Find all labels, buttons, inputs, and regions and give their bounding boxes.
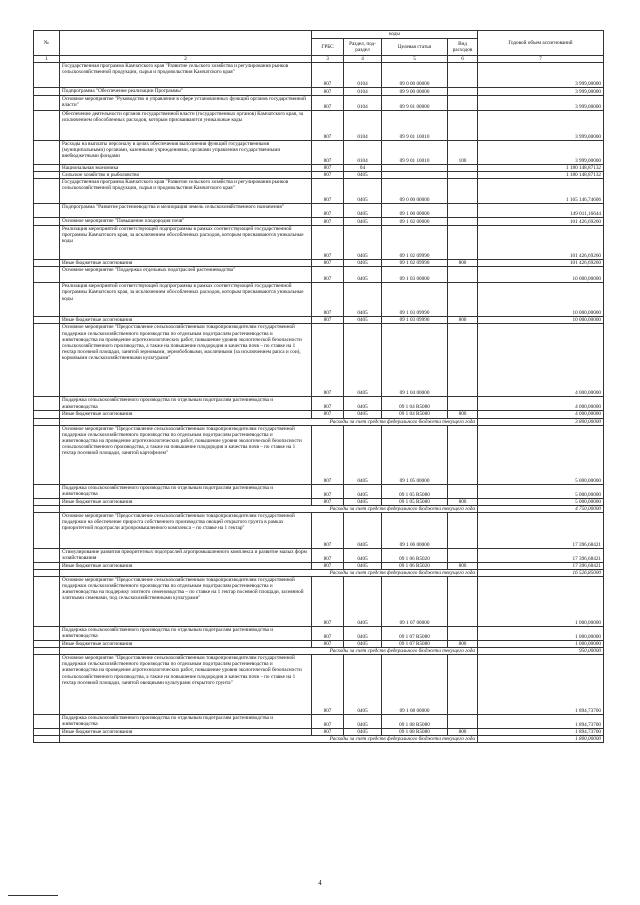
table-row	[34, 569, 604, 576]
row-sum-cell: 5 000,00000	[478, 498, 604, 505]
row-vr-cell	[448, 715, 478, 729]
row-name-cell: Расходы за счет средств федерального бюджета текущего года	[60, 569, 478, 576]
row-name-cell: Иные бюджетные ассигнования	[60, 641, 312, 648]
row-name-cell: Поддержка сельскохозяйственного производства по отдельным подотраслям растениеводства и животноводства	[60, 715, 312, 729]
row-razdel-cell: 0405	[344, 715, 382, 729]
row-csr-cell: 09 1 08 R5080	[382, 729, 448, 736]
row-name-cell: Подпрограмма "Развитие растениеводства и мелиорация земель сельскохозяйственного назначения"	[60, 204, 312, 218]
row-num-cell	[34, 562, 60, 569]
row-num-cell	[34, 418, 60, 425]
row-name-cell: Поддержка сельскохозяйственного производства по отдельным подотраслям растениеводства и животноводства	[60, 397, 312, 411]
table-row	[34, 96, 604, 111]
table-row	[34, 498, 604, 505]
row-vr-cell	[448, 577, 478, 627]
row-grbs-cell: 807	[312, 179, 344, 204]
row-vr-cell	[448, 655, 478, 715]
row-vr-cell: 800	[448, 498, 478, 505]
row-name-cell: Основное мероприятие "Предоставление сельскохозяйственным товаропроизводителям государственной поддержки сельскохозяйственного производства по отдельным подотраслям растениеводства и животноводства на проведение агротехнологических работ, повышение уровня экологической безопасности сельскохозяйственного производства, а также на повышение плодородия и качества почв – по ставке на 1 гектар посевной площади, занятой картофелем"	[60, 425, 312, 484]
row-razdel-cell: 0405	[344, 655, 382, 715]
row-csr-cell: 09 1 04 R5080	[382, 397, 448, 411]
table-row	[34, 484, 604, 498]
row-razdel-cell: 0104	[344, 88, 382, 96]
row-name-cell: Поддержка сельскохозяйственного производства по отдельным подотраслям растениеводства и животноводства	[60, 627, 312, 641]
row-grbs-cell: 807	[312, 655, 344, 715]
row-num-cell	[34, 226, 60, 260]
row-num-cell	[34, 179, 60, 204]
row-num-cell	[34, 505, 60, 512]
row-num-cell	[34, 512, 60, 548]
row-num-cell	[34, 111, 60, 141]
row-sum-cell: 3 999,00000	[478, 63, 604, 88]
row-num-cell	[34, 260, 60, 267]
row-name-cell: Иные бюджетные ассигнования	[60, 260, 312, 267]
header-codes: коды	[312, 31, 478, 39]
row-name-cell: Реализация мероприятий соответствующей подпрограммы в рамках соответствующей государственной программы Камчатского края, за исключением обособленных расходов, которым присваиваются уникальные коды	[60, 283, 312, 317]
row-grbs-cell: 807	[312, 317, 344, 324]
header-razdel: Раздел, под-раздел	[344, 39, 382, 56]
row-name-cell: Расходы на выплаты персоналу в целях обеспечения выполнения функций государственными (муниципальными) органами, казенными учреждениями, органами управления государственными внебюджетными фондами	[60, 141, 312, 165]
row-csr-cell: 09 1 02 09990	[382, 260, 448, 267]
row-vr-cell	[448, 226, 478, 260]
row-name-cell: Основное мероприятие "Предоставление сельскохозяйственным товаропроизводителям государственной поддержки сельскохозяйственного производства по отдельным подотраслям растениеводства и животноводства на проведение агротехнологических работ, повышение уровня экологической безопасности сельскохозяйственного производства, а также на повышение плодородия и качества почв – по ставке на 1 гектар посевной площади, занятой овощными культурами открытого грунта"	[60, 655, 312, 715]
row-vr-cell: 800	[448, 260, 478, 267]
row-vr-cell	[448, 548, 478, 562]
row-razdel-cell: 0104	[344, 111, 382, 141]
table-row	[34, 729, 604, 736]
row-csr-cell: 09 1 07 00000	[382, 577, 448, 627]
row-vr-cell	[448, 397, 478, 411]
row-vr-cell	[448, 512, 478, 548]
row-num-cell	[34, 96, 60, 111]
row-csr-cell: 09 1 02 00000	[382, 218, 448, 226]
row-name-cell: Расходы за счет средств федерального бюджета текущего года	[60, 505, 478, 512]
row-vr-cell: 800	[448, 641, 478, 648]
header-sum: Годовой объем ассигнований	[478, 31, 604, 56]
row-csr-cell: 09 1 05 00000	[382, 425, 448, 484]
row-csr-cell: 09 1 05 R5080	[382, 498, 448, 505]
table-row	[34, 111, 604, 141]
row-grbs-cell: 807	[312, 512, 344, 548]
row-vr-cell: 800	[448, 411, 478, 418]
page-number: 4	[318, 879, 322, 887]
table-row	[34, 562, 604, 569]
colnum-4: 4	[344, 56, 382, 63]
row-sum-cell: 101 426,69260	[478, 226, 604, 260]
budget-table-body	[34, 63, 604, 743]
row-sum-cell: 4 000,00000	[478, 324, 604, 397]
table-row	[34, 226, 604, 260]
row-vr-cell	[448, 172, 478, 179]
row-num-cell	[34, 317, 60, 324]
table-row	[34, 204, 604, 218]
row-razdel-cell: 0405	[344, 260, 382, 267]
row-csr-cell	[382, 172, 448, 179]
row-sum-cell: 3 999,00000	[478, 111, 604, 141]
row-sum-cell: 149 011,16644	[478, 204, 604, 218]
row-grbs-cell: 807	[312, 548, 344, 562]
row-vr-cell	[448, 88, 478, 96]
row-name-cell: Сельское хозяйство и рыболовство	[60, 172, 312, 179]
row-csr-cell: 09 0 00 00000	[382, 179, 448, 204]
table-row	[34, 418, 604, 425]
row-razdel-cell: 0405	[344, 562, 382, 569]
row-razdel-cell: 0405	[344, 172, 382, 179]
row-razdel-cell: 04	[344, 165, 382, 172]
row-name-cell: Реализация мероприятий соответствующей подпрограммы в рамках соответствующей государственной программы Камчатского края, за исключением обособленных расходов, которым присваиваются уникальные коды	[60, 226, 312, 260]
colnum-3: 3	[312, 56, 344, 63]
table-row	[34, 141, 604, 165]
row-razdel-cell: 0405	[344, 411, 382, 418]
row-razdel-cell: 0405	[344, 324, 382, 397]
row-grbs-cell: 807	[312, 283, 344, 317]
row-grbs-cell: 807	[312, 324, 344, 397]
row-sum-cell: 950,00000	[478, 648, 604, 655]
row-razdel-cell: 0405	[344, 548, 382, 562]
row-grbs-cell: 807	[312, 641, 344, 648]
row-sum-cell: 101 426,69260	[478, 218, 604, 226]
row-csr-cell: 09 9 01 00000	[382, 96, 448, 111]
row-csr-cell: 09 0 00 00000	[382, 63, 448, 88]
row-name-cell: Государственная программа Камчатского края "Развитие сельского хозяйства и регулирования рынков сельскохозяйственной продукции, сырья и продовольствия Камчатского края"	[60, 179, 312, 204]
row-grbs-cell: 807	[312, 111, 344, 141]
row-grbs-cell: 807	[312, 96, 344, 111]
row-sum-cell: 16 526,85000	[478, 569, 604, 576]
row-grbs-cell: 807	[312, 204, 344, 218]
header-vr: Вид расходов	[448, 39, 478, 56]
row-num-cell	[34, 577, 60, 627]
row-vr-cell	[448, 111, 478, 141]
table-row	[34, 577, 604, 627]
row-num-cell	[34, 267, 60, 283]
budget-table-page	[33, 30, 603, 743]
row-name-cell: Стимулирование развития приоритетных подотраслей агропромышленного комплекса и развитие малых форм хозяйствования	[60, 548, 312, 562]
row-razdel-cell: 0405	[344, 218, 382, 226]
row-num-cell	[34, 641, 60, 648]
row-num-cell	[34, 484, 60, 498]
row-grbs-cell: 807	[312, 627, 344, 641]
row-num-cell	[34, 498, 60, 505]
row-num-cell	[34, 425, 60, 484]
row-vr-cell	[448, 267, 478, 283]
row-vr-cell	[448, 63, 478, 88]
footer-rule	[8, 895, 58, 896]
row-num-cell	[34, 548, 60, 562]
row-num-cell	[34, 63, 60, 88]
row-grbs-cell: 807	[312, 260, 344, 267]
row-grbs-cell: 807	[312, 226, 344, 260]
row-razdel-cell: 0405	[344, 641, 382, 648]
colnum-5: 5	[382, 56, 448, 63]
row-sum-cell: 17 396,68421	[478, 548, 604, 562]
row-grbs-cell: 807	[312, 562, 344, 569]
row-num-cell	[34, 218, 60, 226]
table-row	[34, 165, 604, 172]
row-csr-cell: 09 1 03 09990	[382, 317, 448, 324]
row-csr-cell: 09 1 04 R5080	[382, 411, 448, 418]
row-name-cell: Расходы за счет средств федерального бюджета текущего года	[60, 736, 478, 743]
table-row	[34, 715, 604, 729]
row-num-cell	[34, 736, 60, 743]
row-vr-cell: 800	[448, 317, 478, 324]
row-num-cell	[34, 204, 60, 218]
row-razdel-cell: 0405	[344, 512, 382, 548]
row-csr-cell: 09 1 03 00000	[382, 267, 448, 283]
row-csr-cell: 09 1 02 09990	[382, 226, 448, 260]
row-num-cell	[34, 627, 60, 641]
row-vr-cell	[448, 627, 478, 641]
row-sum-cell: 1 000,00000	[478, 641, 604, 648]
row-vr-cell	[448, 165, 478, 172]
row-name-cell: Государственная программа Камчатского края "Развитие сельского хозяйства и регулирования рынков сельскохозяйственной продукции, сырья и продовольствия Камчатского края"	[60, 63, 312, 88]
colnum-1: 1	[34, 56, 60, 63]
row-grbs-cell: 807	[312, 498, 344, 505]
row-num-cell	[34, 411, 60, 418]
row-csr-cell	[382, 165, 448, 172]
row-sum-cell: 5 000,00000	[478, 484, 604, 498]
row-name-cell: Основное мероприятие "Предоставление сельскохозяйственным товаропроизводителям государственной поддержки сельскохозяйственного производства по отдельным подотраслям растениеводства и животноводства на поддержку элитного семеноводства – по ставке на 1 гектар посевной площади, засеянной элитными семенами, под сельскохозяйственными культурами"	[60, 577, 312, 627]
row-grbs-cell: 807	[312, 218, 344, 226]
row-csr-cell: 09 1 04 00000	[382, 324, 448, 397]
table-row	[34, 397, 604, 411]
row-grbs-cell: 807	[312, 267, 344, 283]
row-grbs-cell: 807	[312, 729, 344, 736]
row-grbs-cell: 807	[312, 165, 344, 172]
row-grbs-cell: 807	[312, 88, 344, 96]
row-vr-cell	[448, 324, 478, 397]
row-num-cell	[34, 172, 60, 179]
row-num-cell	[34, 569, 60, 576]
row-name-cell: Иные бюджетные ассигнования	[60, 498, 312, 505]
row-sum-cell: 1 894,73700	[478, 715, 604, 729]
row-razdel-cell: 0405	[344, 267, 382, 283]
row-csr-cell: 09 9 00 00000	[382, 88, 448, 96]
table-row	[34, 425, 604, 484]
row-sum-cell: 1 894,73700	[478, 655, 604, 715]
table-row	[34, 512, 604, 548]
row-name-cell: Расходы за счет средств федерального бюджета текущего года	[60, 418, 478, 425]
row-razdel-cell: 0405	[344, 577, 382, 627]
row-csr-cell: 09 1 07 R5080	[382, 627, 448, 641]
row-num-cell	[34, 141, 60, 165]
row-grbs-cell: 807	[312, 172, 344, 179]
row-num-cell	[34, 88, 60, 96]
table-row	[34, 548, 604, 562]
row-grbs-cell: 807	[312, 715, 344, 729]
row-sum-cell: 4 750,00000	[478, 505, 604, 512]
row-razdel-cell: 0405	[344, 283, 382, 317]
row-vr-cell	[448, 96, 478, 111]
row-sum-cell: 101 426,69260	[478, 260, 604, 267]
row-sum-cell: 1 894,73700	[478, 729, 604, 736]
row-csr-cell: 09 1 00 00000	[382, 204, 448, 218]
row-vr-cell	[448, 425, 478, 484]
table-row	[34, 505, 604, 512]
table-row	[34, 641, 604, 648]
row-sum-cell: 4 000,00000	[478, 397, 604, 411]
colnum-2: 2	[60, 56, 312, 63]
row-razdel-cell: 0405	[344, 425, 382, 484]
row-name-cell: Иные бюджетные ассигнования	[60, 317, 312, 324]
row-sum-cell: 5 000,00000	[478, 425, 604, 484]
table-row	[34, 411, 604, 418]
row-csr-cell: 09 1 07 R5080	[382, 641, 448, 648]
row-name-cell: Основное мероприятие "Предоставление сельскохозяйственным товаропроизводителям государственной поддержки сельскохозяйственного производства по отдельным подотраслям растениеводства и животноводства на проведение агротехнологических работ, повышение уровня экологической безопасности сельскохозяйственного производства, а также на повышение плодородия и качества почв – по ставке на 1 гектар посевной площади, занятой зерновыми, зернобобовыми, масличными (за исключением рапса и сои), кормовыми сельскохозяйственными культурами"	[60, 324, 312, 397]
table-row	[34, 627, 604, 641]
header-num: №	[34, 31, 60, 56]
row-sum-cell: 1 800,00000	[478, 736, 604, 743]
table-row	[34, 260, 604, 267]
budget-table	[33, 30, 604, 743]
row-num-cell	[34, 165, 60, 172]
row-num-cell	[34, 715, 60, 729]
row-sum-cell: 17 396,68421	[478, 562, 604, 569]
table-row	[34, 218, 604, 226]
table-row	[34, 283, 604, 317]
row-csr-cell: 09 1 08 R5080	[382, 715, 448, 729]
row-sum-cell: 3 999,00000	[478, 88, 604, 96]
row-num-cell	[34, 324, 60, 397]
row-name-cell: Иные бюджетные ассигнования	[60, 729, 312, 736]
row-csr-cell: 09 1 05 R5080	[382, 484, 448, 498]
row-num-cell	[34, 648, 60, 655]
table-row	[34, 655, 604, 715]
row-num-cell	[34, 397, 60, 411]
row-sum-cell: 1 180 148,87132	[478, 165, 604, 172]
row-grbs-cell: 807	[312, 141, 344, 165]
row-grbs-cell: 807	[312, 63, 344, 88]
row-razdel-cell: 0405	[344, 729, 382, 736]
row-vr-cell: 800	[448, 729, 478, 736]
row-name-cell: Обеспечение деятельности органов государственной власти (государственных органов) Камчатского края, за исключением обособленных расходов, которым присваиваются уникальные коды	[60, 111, 312, 141]
row-grbs-cell: 807	[312, 411, 344, 418]
row-razdel-cell: 0405	[344, 204, 382, 218]
table-row	[34, 267, 604, 283]
table-row	[34, 172, 604, 179]
row-vr-cell	[448, 179, 478, 204]
table-row	[34, 736, 604, 743]
row-razdel-cell: 0405	[344, 397, 382, 411]
row-razdel-cell: 0405	[344, 317, 382, 324]
row-sum-cell: 1 000,00000	[478, 627, 604, 641]
row-sum-cell: 3 999,00000	[478, 141, 604, 165]
table-row	[34, 88, 604, 96]
row-razdel-cell: 0405	[344, 627, 382, 641]
row-csr-cell: 09 1 06 R5020	[382, 562, 448, 569]
row-vr-cell: 100	[448, 141, 478, 165]
row-name-cell: Национальная экономика	[60, 165, 312, 172]
row-csr-cell: 09 1 06 R5020	[382, 548, 448, 562]
table-row	[34, 317, 604, 324]
row-grbs-cell: 807	[312, 425, 344, 484]
row-vr-cell: 800	[448, 562, 478, 569]
header-name	[60, 31, 312, 56]
row-razdel-cell: 0405	[344, 179, 382, 204]
table-row	[34, 648, 604, 655]
row-name-cell: Основное мероприятие "Предоставление сельскохозяйственным товаропроизводителям государственной поддержки на обеспечение прироста собственного производства овощей открытого грунта в рамках приоритетной подотрасли агропромышленного комплекса – по ставке на 1 гектар"	[60, 512, 312, 548]
row-razdel-cell: 0104	[344, 141, 382, 165]
row-sum-cell: 3 999,00000	[478, 96, 604, 111]
row-name-cell: Поддержка сельскохозяйственного производства по отдельным подотраслям растениеводства и животноводства	[60, 484, 312, 498]
colnum-6: 6	[448, 56, 478, 63]
row-name-cell: Расходы за счет средств федерального бюджета текущего года	[60, 648, 478, 655]
row-csr-cell: 09 1 06 00000	[382, 512, 448, 548]
row-sum-cell: 1 180 148,87132	[478, 172, 604, 179]
row-name-cell: Иные бюджетные ассигнования	[60, 562, 312, 569]
colnum-7: 7	[478, 56, 604, 63]
row-razdel-cell: 0405	[344, 226, 382, 260]
row-sum-cell: 4 000,00000	[478, 411, 604, 418]
row-vr-cell	[448, 204, 478, 218]
row-grbs-cell: 807	[312, 397, 344, 411]
row-sum-cell: 10 000,00000	[478, 317, 604, 324]
row-sum-cell: 1 165 146,74606	[478, 179, 604, 204]
row-grbs-cell: 807	[312, 577, 344, 627]
row-vr-cell	[448, 484, 478, 498]
row-num-cell	[34, 283, 60, 317]
row-sum-cell: 10 000,00000	[478, 267, 604, 283]
row-name-cell: Основное мероприятие "Руководство и управление в сфере установленных функций органов государственной власти"	[60, 96, 312, 111]
row-razdel-cell: 0405	[344, 498, 382, 505]
row-razdel-cell: 0405	[344, 484, 382, 498]
row-csr-cell: 09 9 01 10010	[382, 141, 448, 165]
row-csr-cell: 09 1 03 09990	[382, 283, 448, 317]
row-razdel-cell: 0104	[344, 96, 382, 111]
table-row	[34, 179, 604, 204]
table-row	[34, 324, 604, 397]
row-sum-cell: 10 000,00000	[478, 283, 604, 317]
row-csr-cell: 09 1 08 00000	[382, 655, 448, 715]
row-sum-cell: 1 000,00000	[478, 577, 604, 627]
row-name-cell: Основное мероприятие "Повышение плодородия почв"	[60, 218, 312, 226]
row-grbs-cell: 807	[312, 484, 344, 498]
row-name-cell: Подпрограмма "Обеспечение реализации Программы"	[60, 88, 312, 96]
row-num-cell	[34, 655, 60, 715]
row-name-cell: Иные бюджетные ассигнования	[60, 411, 312, 418]
row-sum-cell: 3 800,00000	[478, 418, 604, 425]
row-vr-cell	[448, 283, 478, 317]
row-razdel-cell: 0104	[344, 63, 382, 88]
header-grbs: ГРБС	[312, 39, 344, 56]
row-num-cell	[34, 729, 60, 736]
row-sum-cell: 17 396,68421	[478, 512, 604, 548]
row-csr-cell: 09 9 01 10010	[382, 111, 448, 141]
header-csr: Целевая статья	[382, 39, 448, 56]
table-row	[34, 63, 604, 88]
row-name-cell: Основное мероприятие "Поддержка отдельных подотраслей растениеводства"	[60, 267, 312, 283]
row-vr-cell	[448, 218, 478, 226]
